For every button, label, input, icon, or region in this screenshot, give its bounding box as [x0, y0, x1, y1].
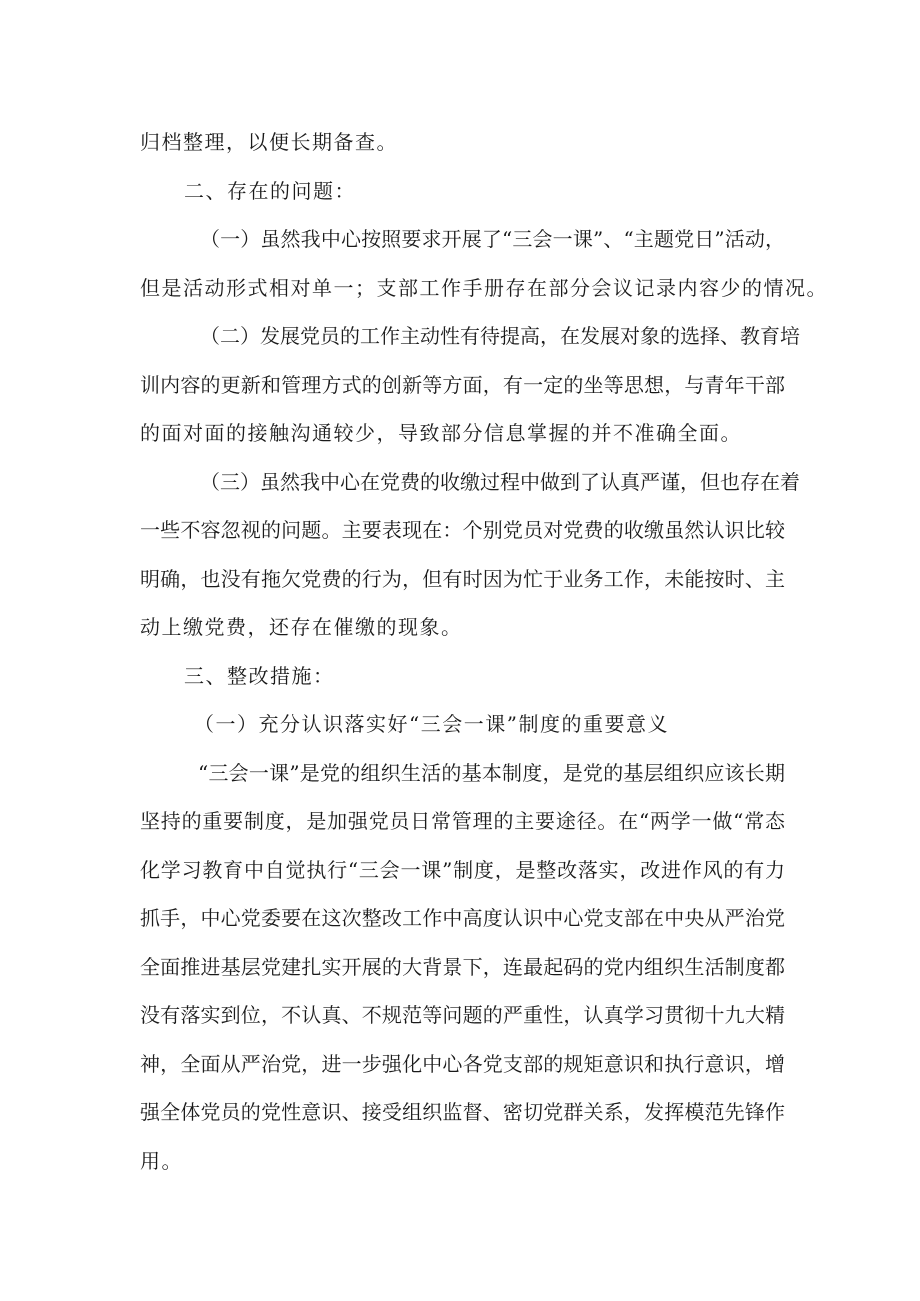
text-line: “三会一课”是党的组织生活的基本制度，是党的基层组织应该长期 [198, 760, 785, 785]
section-heading-measures: 三、整改措施： [184, 663, 335, 688]
text-line: 化学习教育中自觉执行“三会一课”制度，是整改落实，改进作风的有力 [140, 857, 785, 882]
text-line: 坚持的重要制度，是加强党员日常管理的主要途径。在“两学一做“常态 [140, 809, 785, 833]
text-line: 全面推进基层党建扎实开展的大背景下，连最起码的党内组织生活制度都 [140, 954, 785, 979]
text-line: 没有落实到位，不认真、不规范等问题的严重性，认真学习贯彻十九大精 [140, 1003, 785, 1027]
text-line: 训内容的更新和管理方式的创新等方面，有一定的坐等思想，与青年干部 [140, 372, 785, 397]
text-line: 归档整理，以便长期备查。 [140, 130, 398, 154]
text-line: （二）发展党员的工作主动性有待提高，在发展对象的选择、教育培 [200, 324, 800, 348]
text-line: 用。 [140, 1148, 183, 1173]
text-line: 明确，也没有拖欠党费的行为，但有时因为忙于业务工作，未能按时、主 [140, 566, 785, 591]
text-line: 抓手，中心党委要在这次整改工作中高度认识中心党支部在中央从严治党 [140, 906, 785, 930]
subsection-heading: （一）充分认识落实好“三会一课”制度的重要意义 [194, 712, 669, 736]
text-line: 一些不容忽视的问题。主要表现在：个别党员对党费的收缴虽然认识比较 [140, 518, 785, 542]
section-heading-problems: 二、存在的问题： [184, 178, 356, 203]
text-line: 神，全面从严治党，进一步强化中心各党支部的规矩意识和执行意识，增 [140, 1051, 785, 1076]
text-line: 的面对面的接触沟通较少，导致部分信息掌握的并不准确全面。 [140, 421, 742, 445]
text-line: （三）虽然我中心在党费的收缴过程中做到了认真严谨，但也存在着 [200, 469, 800, 494]
text-line: 强全体党员的党性意识、接受组织监督、密切党群关系，发挥模范先锋作 [140, 1100, 785, 1124]
text-line: 动上缴党费，还存在催缴的现象。 [140, 615, 463, 639]
text-line: （一）虽然我中心按照要求开展了“三会一课”、“主题党日”活动， [200, 227, 785, 251]
text-line: 但是活动形式相对单一；支部工作手册存在部分会议记录内容少的情况。 [140, 275, 828, 300]
document-body [140, 118, 828, 1185]
